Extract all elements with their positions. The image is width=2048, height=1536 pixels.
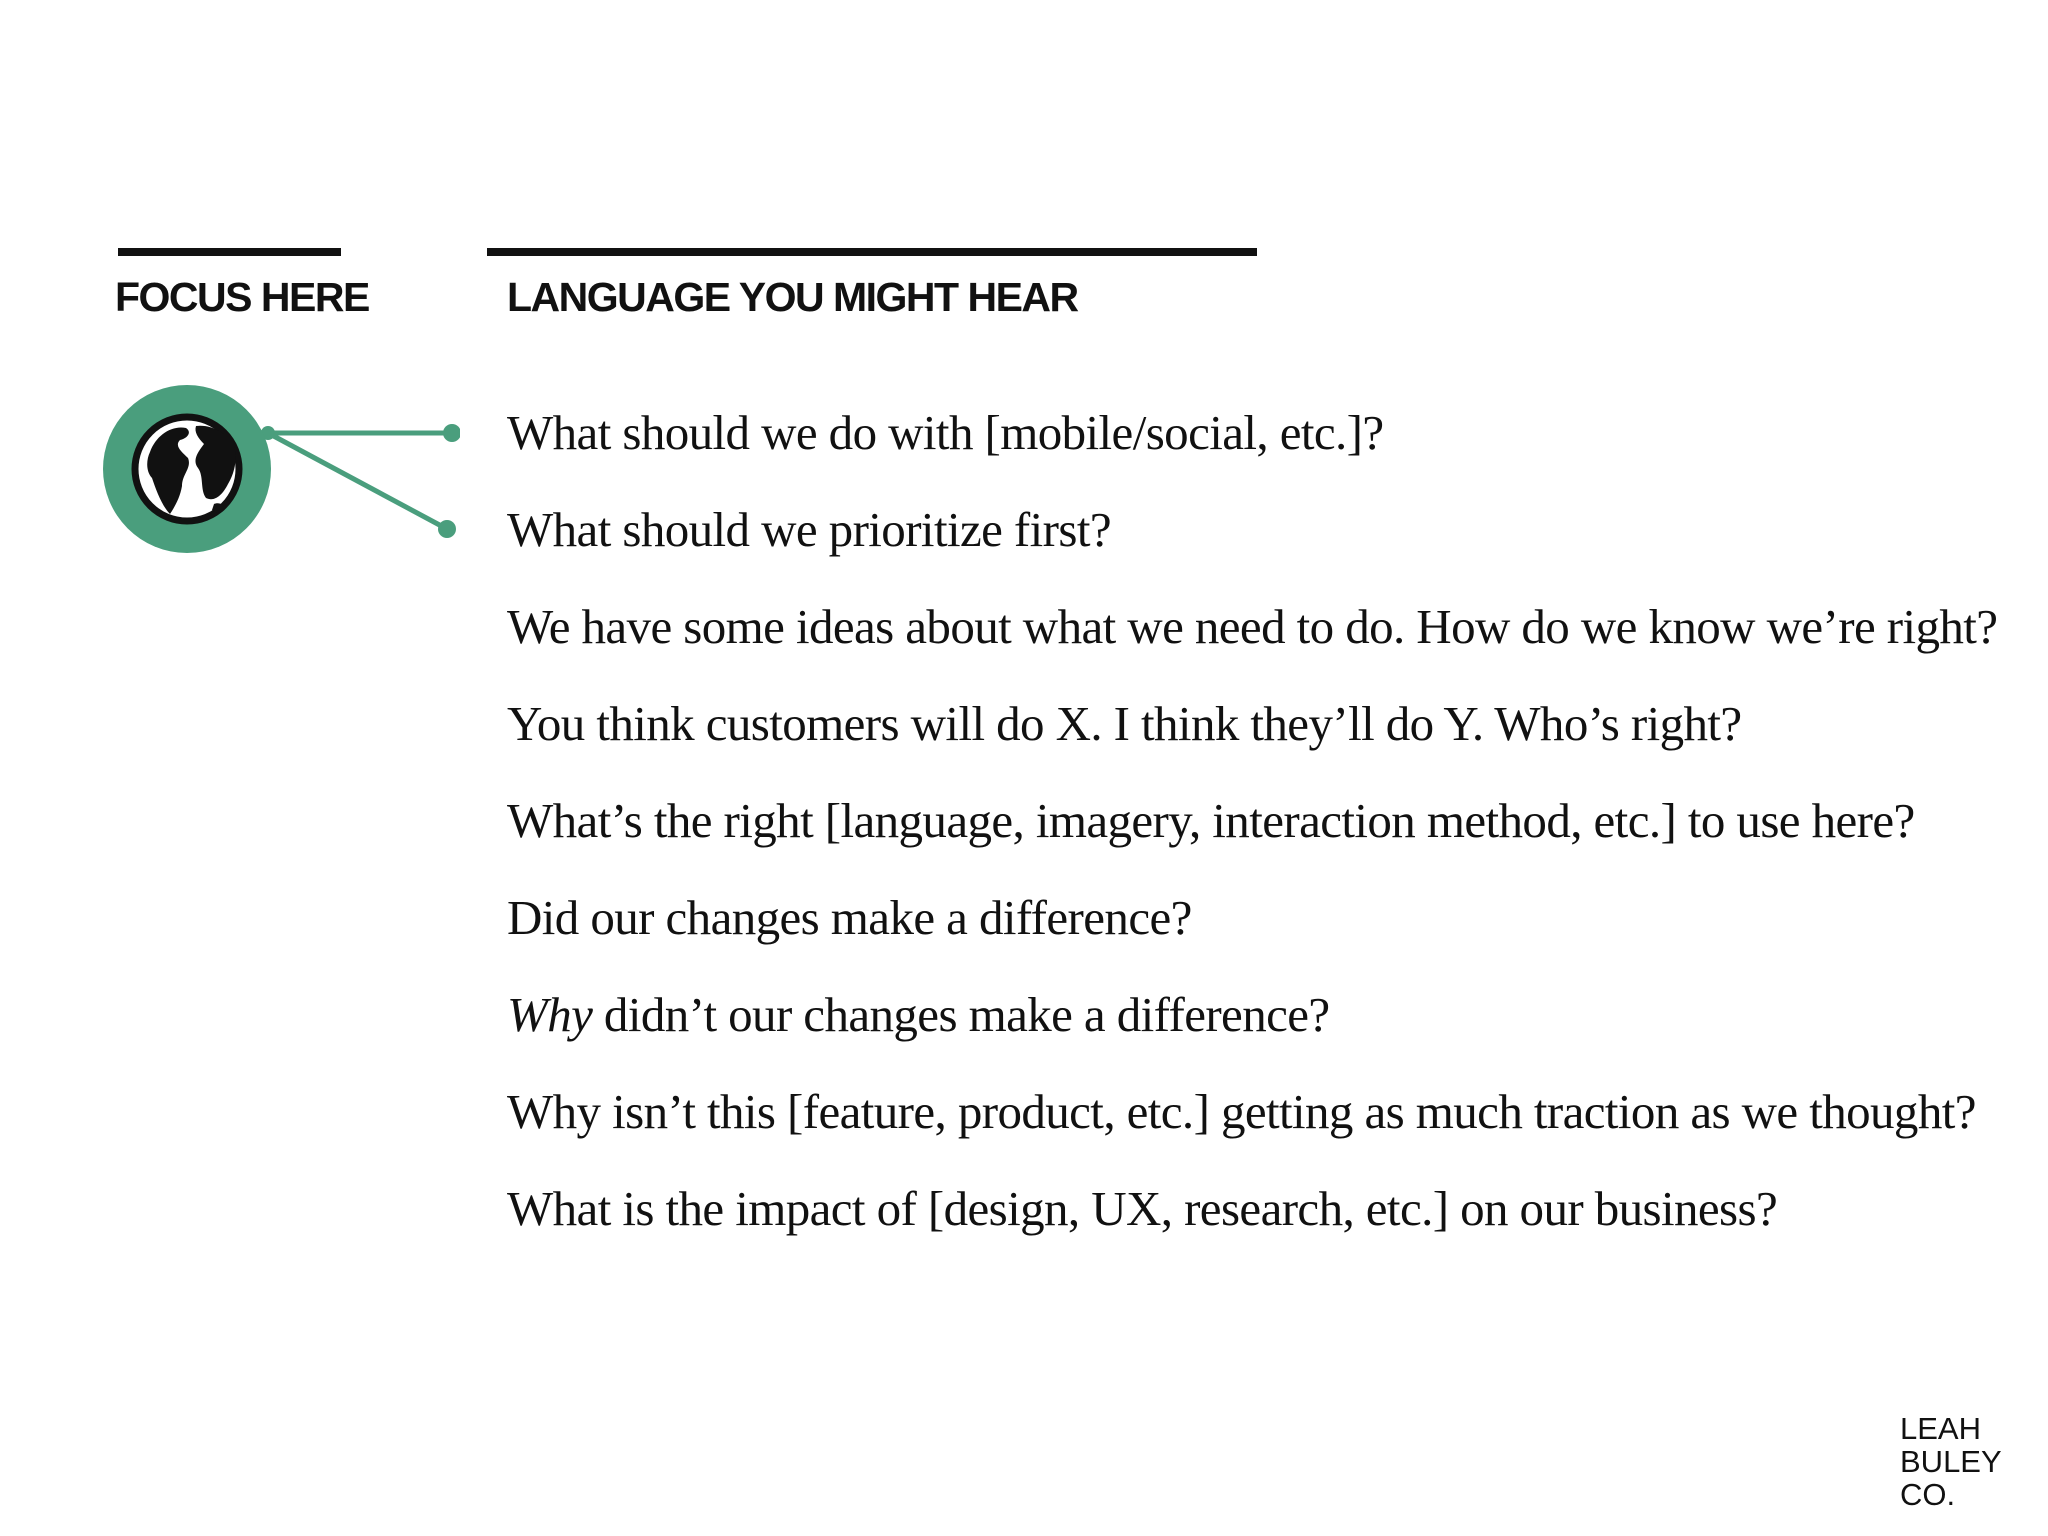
question-text: What is the impact of [design, UX, research, etc.] on our business? — [507, 1181, 1778, 1236]
question-item — [507, 890, 1192, 945]
question-emphasis: Why — [507, 987, 593, 1042]
globe-icon — [103, 385, 271, 553]
question-item — [507, 696, 1742, 751]
question-item — [507, 1084, 1976, 1139]
question-item — [507, 405, 1384, 460]
question-item — [507, 502, 1111, 557]
question-text: What’s the right [language, imagery, interaction method, etc.] to use here? — [507, 793, 1915, 848]
question-text: You think customers will do X. I think they’ll do Y. Who’s right? — [507, 696, 1742, 751]
logo-line: LEAH — [1900, 1411, 1981, 1446]
logo-line: CO. — [1900, 1477, 1956, 1512]
question-item — [507, 793, 1915, 848]
question-item — [507, 599, 1998, 654]
question-text: didn’t our changes make a difference? — [592, 987, 1330, 1042]
question-item — [507, 1181, 1778, 1236]
question-text: What should we prioritize first? — [507, 502, 1111, 557]
focus-column-rule — [118, 248, 341, 256]
brand-logo — [1900, 1412, 2002, 1511]
question-item — [507, 987, 1330, 1042]
question-text: Did our changes make a difference? — [507, 890, 1192, 945]
language-column-rule — [487, 248, 1257, 256]
language-heading: LANGUAGE YOU MIGHT HEAR — [507, 274, 1078, 320]
focus-graphic — [100, 380, 460, 560]
question-text: Why isn’t this [feature, product, etc.] getting as much traction as we thought? — [507, 1084, 1976, 1139]
question-text: What should we do with [mobile/social, etc.]? — [507, 405, 1384, 460]
connector-lines — [261, 424, 460, 538]
logo-line: BULEY — [1900, 1444, 2002, 1479]
focus-heading: FOCUS HERE — [115, 274, 369, 320]
question-text: We have some ideas about what we need to do. How do we know we’re right? — [507, 599, 1998, 654]
